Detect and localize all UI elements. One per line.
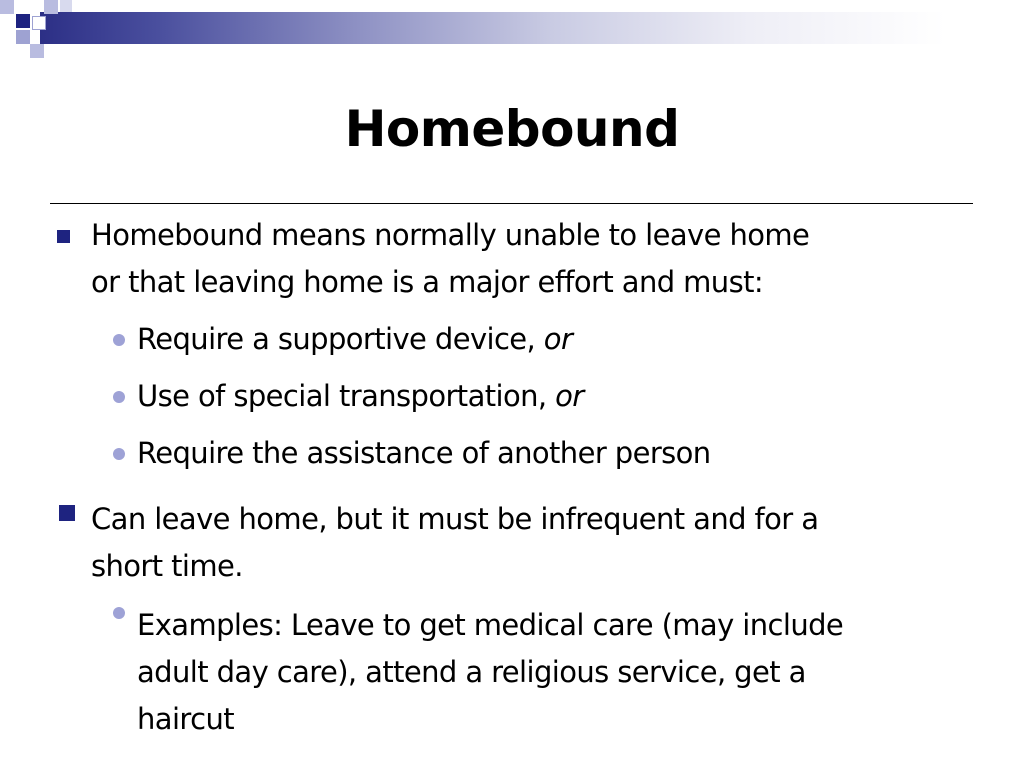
sub-bullet-text: Use of special transportation,: [137, 379, 556, 413]
header-gradient-bar: [40, 12, 1024, 44]
sub-bullet-emphasis: or: [555, 379, 584, 413]
decorative-square: [30, 44, 44, 58]
sub-bullet-item: [50, 602, 950, 743]
decorative-square: [16, 14, 30, 28]
square-bullet-icon: [59, 505, 75, 521]
bullet-text-line: or that leaving home is a major effort and must:: [91, 265, 764, 299]
round-bullet-icon: [113, 448, 125, 460]
decorative-square: [32, 16, 46, 30]
decorative-square: [60, 0, 72, 12]
sub-bullet-text: Require the assistance of another person: [137, 436, 711, 470]
sub-bullet-item: [50, 373, 950, 420]
bullet-text-line: Homebound means normally unable to leave home: [91, 218, 810, 252]
decorative-square: [16, 30, 30, 44]
bullet-item: [50, 212, 950, 306]
sub-bullet-text: Require a supportive device,: [137, 322, 544, 356]
round-bullet-icon: [113, 391, 125, 403]
sub-bullet-item: [50, 430, 950, 477]
sub-bullet-text-line: adult day care), attend a religious service, get a: [137, 655, 806, 689]
bullet-text-line: short time.: [91, 549, 243, 583]
bullet-item: [50, 496, 950, 590]
slide-body: [50, 212, 950, 743]
header-decoration: [0, 0, 1024, 60]
sub-bullet-text-line: Examples: Leave to get medical care (may include: [137, 608, 844, 642]
round-bullet-icon: [113, 607, 125, 619]
sub-bullet-text-line: haircut: [137, 702, 234, 736]
sub-bullet-item: [50, 316, 950, 363]
title-divider: [50, 203, 973, 204]
slide-title: Homebound: [344, 100, 680, 158]
bullet-text-line: Can leave home, but it must be infrequent and for a: [91, 502, 819, 536]
decorative-square: [0, 0, 14, 14]
sub-bullet-emphasis: or: [543, 322, 573, 356]
decorative-square: [44, 0, 58, 14]
round-bullet-icon: [113, 334, 125, 346]
square-bullet-icon: [57, 230, 70, 243]
